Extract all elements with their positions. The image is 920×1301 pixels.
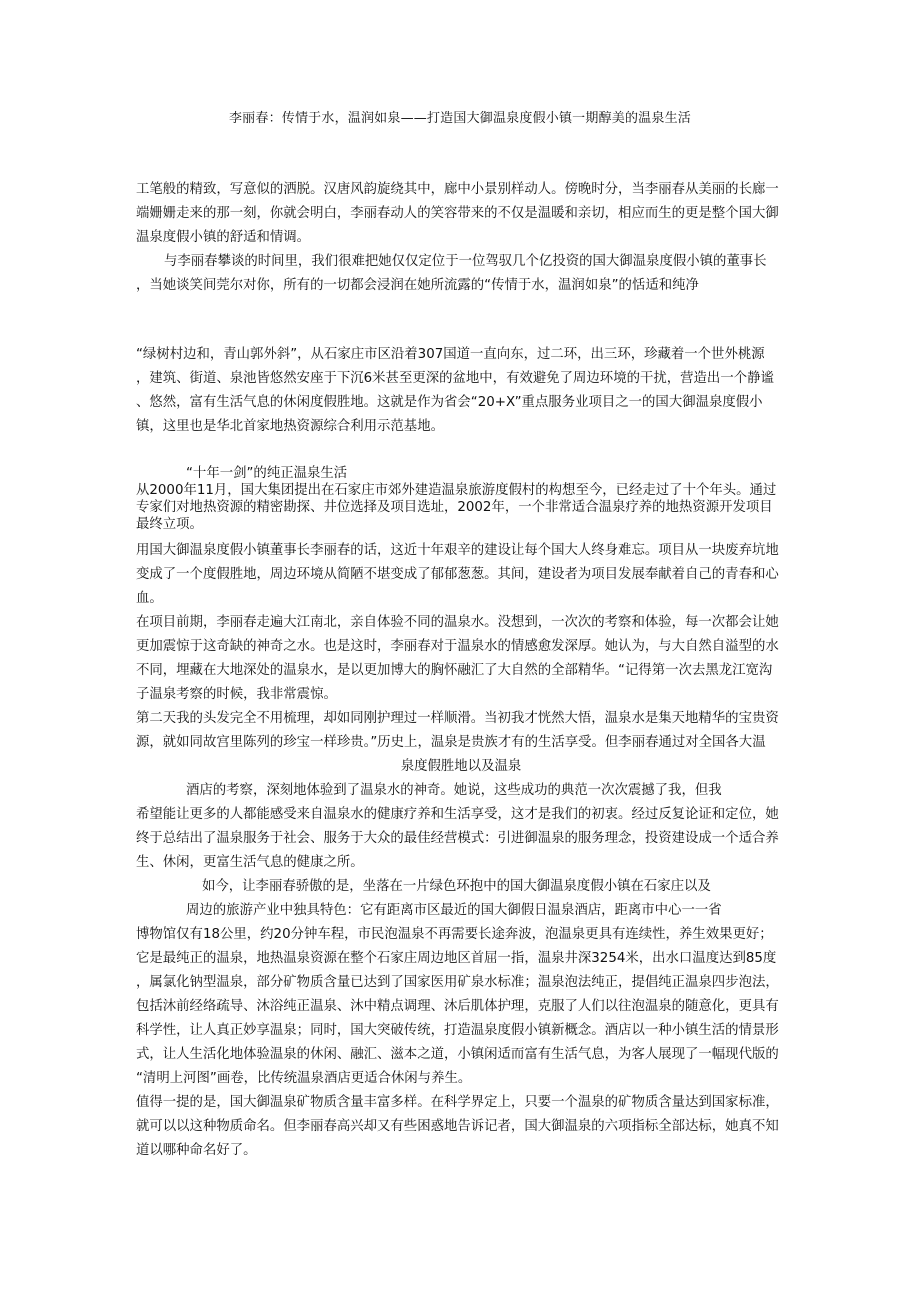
text-line: 科学性，让人真正妙享温泉；同时，国大突破传统，打造温泉度假小镇新概念。酒店以一种小镇生活的情景形 bbox=[136, 1023, 779, 1038]
text-line: 生、休闲，更富生活气息的健康之所。 bbox=[136, 855, 364, 870]
text-line: 周边的旅游产业中独具特色：它有距离市区最近的国大御假日温泉酒店，距离市中心一一省 bbox=[186, 903, 722, 918]
section-subheading: “十年一剑”的纯正温泉生活 bbox=[186, 466, 348, 481]
text-line: 、悠然，富有生活气息的休闲度假胜地。这就是作为省会“20+X”重点服务业项目之一的国大御温泉度假小 bbox=[136, 395, 763, 410]
text-line: 用国大御温泉度假小镇董事长李丽春的话，这近十年艰辛的建设让每个国大人终身难忘。项目从一块废弃坑地 bbox=[136, 543, 779, 558]
text-line: 与李丽春攀谈的时间里，我们很难把她仅仅定位于一位驾驭几个亿投资的国大御温泉度假小镇的董事长 bbox=[164, 254, 767, 269]
text-line: “绿树村边和，青山郭外斜”，从石家庄市区沿着307国道一直向东，过二环，出三环，珍藏着一个世外桃源 bbox=[136, 347, 765, 362]
text-line: 子温泉考察的时候，我非常震惊。 bbox=[136, 687, 337, 702]
text-line: 源，就如同故宫里陈列的珍宝一样珍贵。”历史上，温泉是贵族才有的生活享受。但李丽春通过对全国各大温 bbox=[136, 735, 766, 750]
text-line: 端姗姗走来的那一刻，你就会明白，李丽春动人的笑容带来的不仅是温暖和亲切，相应而生的更是整个国大御 bbox=[136, 206, 779, 221]
text-line: 最终立项。 bbox=[136, 517, 203, 532]
text-line: 值得一提的是，国大御温泉矿物质含量丰富多样。在科学界定上，只要一个温泉的矿物质含量达到国家标准， bbox=[136, 1095, 779, 1110]
text-line: 从2000年11月，国大集团提出在石家庄市郊外建造温泉旅游度假村的构想至今，已经走过了十个年头。通过 bbox=[136, 483, 777, 498]
text-line: 泉度假胜地以及温泉 bbox=[400, 759, 522, 774]
section-history bbox=[136, 465, 786, 533]
text-line: ，属氯化钠型温泉，部分矿物质含量已达到了国家医用矿泉水标准；温泉泡法纯正，提倡纯正温泉四步泡法， bbox=[136, 975, 779, 990]
text-line: 终于总结出了温泉服务于社会、服务于大众的最佳经营模式：引进御温泉的服务理念，投资建设成一个适合养 bbox=[136, 831, 779, 846]
text-line: 第二天我的头发完全不用梳理，却如同刚护理过一样顺滑。当初我才恍然大悟，温泉水是集天地精华的宝贵资 bbox=[136, 711, 779, 726]
paragraph-body bbox=[136, 539, 786, 1163]
text-line: 道以哪种命名好了。 bbox=[136, 1143, 257, 1158]
text-line: 包括沐前经络疏导、沐浴纯正温泉、沐中精点调理、沐后肌体护理，克服了人们以往泡温泉的随意化，更具有 bbox=[136, 999, 779, 1014]
text-line: 在项目前期，李丽春走遍大江南北，亲自体验不同的温泉水。没想到，一次次的考察和体验，每一次都会让她 bbox=[136, 615, 779, 630]
text-line: 博物馆仅有18公里，约20分钟车程，市民泡温泉不再需要长途奔波，泡温泉更具有连续性，养生效果更好； bbox=[136, 927, 773, 942]
article-title: 李丽春：传情于水，温润如泉——打造国大御温泉度假小镇一期醇美的温泉生活 bbox=[228, 111, 691, 126]
text-line: ，建筑、街道、泉池皆悠然安座于下沉6米甚至更深的盆地中，有效避免了周边环境的干扰，营造出一个静谧 bbox=[136, 371, 774, 386]
text-line: 希望能让更多的人都能感受来自温泉水的健康疗养和生活享受，这才是我们的初衷。经过反复论证和定位，她 bbox=[136, 807, 779, 822]
text-line: 血。 bbox=[136, 591, 163, 606]
text-line: ，当她谈笑间莞尔对你，所有的一切都会浸润在她所流露的“传情于水，温润如泉”的恬适和纯净 bbox=[136, 278, 699, 293]
text-line: 式，让人生活化地体验温泉的休闲、融汇、滋本之道，小镇闲适而富有生活气息，为客人展现了一幅现代版的 bbox=[136, 1047, 779, 1062]
text-line: 专家们对地热资源的精密勘探、井位选择及项目选址，2002年，一个非常适合温泉疗养的地热资源开发项目 bbox=[136, 500, 773, 515]
text-line: 变成了一个度假胜地，周边环境从简陋不堪变成了郁郁葱葱。其间，建设者为项目发展奉献着自己的青春和心 bbox=[136, 567, 779, 582]
text-line: 不同，埋藏在大地深处的温泉水，是以更加博大的胸怀融汇了大自然的全部精华。“记得第一次去黑龙江宽沟 bbox=[136, 663, 773, 678]
paragraph-intro bbox=[136, 178, 786, 250]
paragraph-location bbox=[136, 343, 786, 439]
text-line: 工笔般的精致，写意似的洒脱。汉唐风韵旋绕其中，廊中小景别样动人。傍晚时分，当李丽春从美丽的长廊一 bbox=[136, 182, 779, 197]
text-line: 就可以以这种物质命名。但李丽春高兴却又有些困惑地告诉记者，国大御温泉的六项指标全部达标，她真不知 bbox=[136, 1119, 779, 1134]
text-line: 更加震惊于这奇缺的神奇之水。也是这时，李丽春对于温泉水的情感愈发深厚。她认为，与大自然自溢型的水 bbox=[136, 639, 779, 654]
text-line: 酒店的考察，深刻地体验到了温泉水的神奇。她说，这些成功的典范一次次震撼了我，但我 bbox=[186, 783, 722, 798]
text-line: “清明上河图”画卷，比传统温泉酒店更适合休闲与养生。 bbox=[136, 1071, 472, 1086]
text-line: 它是最纯正的温泉，地热温泉资源在整个石家庄周边地区首屈一指，温泉井深3254米，出水口温度达到85度 bbox=[136, 951, 777, 966]
text-line: 温泉度假小镇的舒适和情调。 bbox=[136, 230, 311, 245]
paragraph-conversation bbox=[136, 250, 786, 298]
text-line: 如今，让李丽春骄傲的是，坐落在一片绿色环抱中的国大御温泉度假小镇在石家庄以及 bbox=[202, 879, 711, 894]
text-line: 镇，这里也是华北首家地热资源综合利用示范基地。 bbox=[136, 419, 444, 434]
